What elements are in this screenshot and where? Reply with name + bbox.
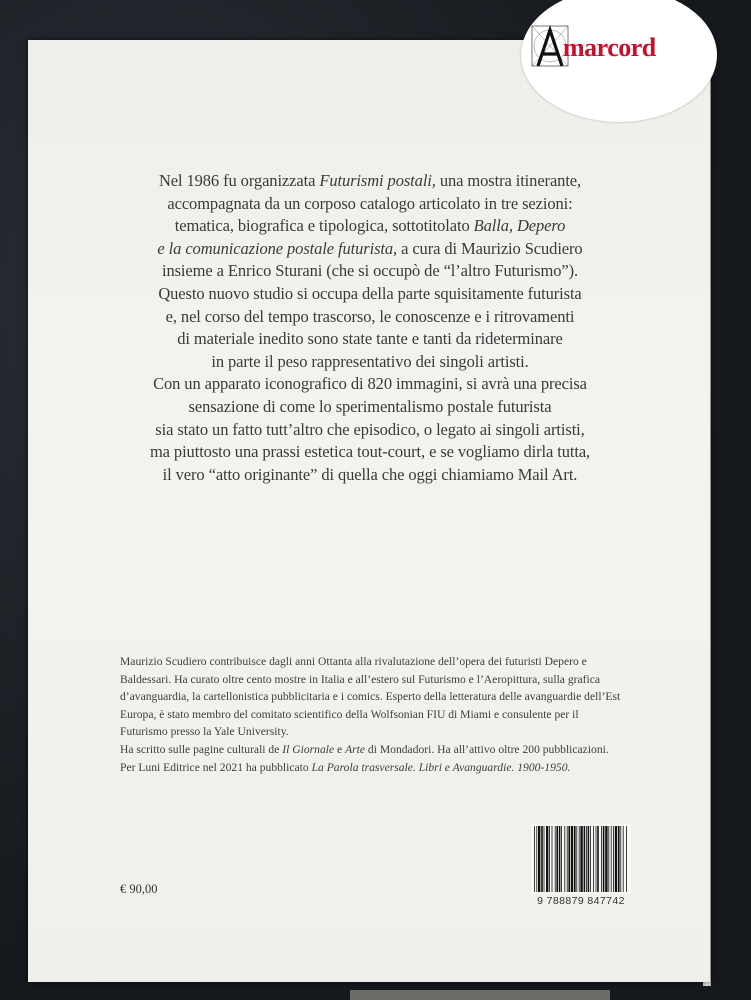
blurb-line: e la comunicazione postale futurista, a cura di Maurizio Scudiero	[157, 238, 583, 258]
bio-line: Ha scritto sulle pagine culturali de Il Giornale e Arte di Mondadori. Ha all’attivo oltre 200 pubblicazioni.	[120, 742, 609, 756]
author-bio	[120, 653, 620, 776]
bio-line: d’avanguardia, la cartellonistica pubblicitaria e i comics. Esperto della letteratura delle avanguardie dell’Est	[120, 690, 621, 704]
bio-line: Futurismo presso la Yale University.	[120, 725, 289, 739]
blurb-line: ma piuttosto una prassi estetica tout-court, e se vogliamo dirla tutta,	[149, 442, 591, 462]
logo-wordmark: marcord	[563, 33, 656, 62]
table-edge	[350, 990, 610, 1000]
blurb-line: sensazione di come lo sperimentalismo postale futurista	[188, 396, 552, 416]
bio-line: Maurizio Scudiero contribuisce dagli anni Ottanta alla rivalutazione dell’opera dei futuristi Depero e	[120, 655, 587, 668]
blurb-line: insieme a Enrico Sturani (che si occupò de “l’altro Futurismo”).	[161, 261, 579, 281]
blurb-line: e, nel corso del tempo trascorso, le conoscenze e i ritrovamenti	[165, 306, 575, 326]
blurb-line: accompagnata da un corposo catalogo articolato in tre sezioni:	[167, 193, 573, 213]
blurb-line: il vero “atto originante” di quella che oggi chiamiamo Mail Art.	[162, 464, 578, 484]
isbn-number: 9 788879 847742	[537, 895, 625, 907]
blurb-line: tematica, biografica e tipologica, sottotitolato Balla, Depero	[174, 216, 566, 236]
back-cover-blurb	[110, 170, 630, 486]
blurb-line: di materiale inedito sono state tante e tanti da rideterminare	[177, 329, 563, 349]
blurb-line: sia stato un fatto tutt’altro che episodico, o legato ai singoli artisti,	[155, 419, 585, 439]
isbn-barcode	[531, 824, 631, 894]
blurb-line: Questo nuovo studio si occupa della parte squisitamente futurista	[158, 283, 582, 303]
price-label: € 90,00	[120, 882, 158, 896]
blurb-line: Nel 1986 fu organizzata Futurismi postali, una mostra itinerante,	[158, 171, 582, 190]
bio-line: Baldessari. Ha curato oltre cento mostre in Italia e all’estero sul Futurismo e l’Aeropittura, sulla grafica	[120, 672, 601, 686]
bio-line: Per Luni Editrice nel 2021 ha pubblicato La Parola trasversale. Libri e Avanguardie. 1900-1950.	[120, 760, 571, 774]
blurb-line: Con un apparato iconografico di 820 immagini, si avrà una precisa	[153, 374, 587, 394]
bio-line: Europa, è stato membro del comitato scientifico della Wolfsonian FIU di Miami e consulente per il	[120, 707, 579, 721]
blurb-line: in parte il peso rappresentativo dei singoli artisti.	[211, 351, 529, 371]
